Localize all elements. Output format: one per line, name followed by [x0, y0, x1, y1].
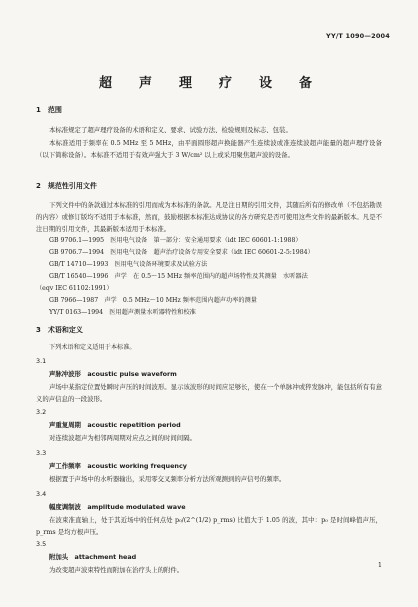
page-number: 1	[377, 561, 382, 569]
section-2-paragraph-1: 下列文件中的条款通过本标准的引用而成为本标准的条款。凡是注日期的引用文件，其随后所有的修改单（不包括勘误的内容）或修订版均不适用于本标准，然而，鼓励根据本标准达成协议的各方研究是否可使用这些文件的最新版本。凡是不注日期的引用文件，其最新版本适用于本标准。	[36, 201, 382, 233]
reference-item: GB/T 14710—1993 医用电气设备环境要求及试验方法	[49, 261, 208, 268]
section-1-heading: 1 范围	[36, 106, 62, 114]
term-title: 附加头 attachment head	[49, 553, 137, 561]
section-1-paragraph-1: 本标准规定了超声理疗设备的术语和定义、要求、试验方法、检验规则及标志、包装。	[49, 126, 292, 134]
clause-number: 3.5	[36, 540, 47, 548]
section-3-intro: 下列术语和定义适用于本标准。	[49, 344, 136, 351]
standard-number: YY/T 1090—2004	[326, 32, 390, 40]
clause-number: 3.2	[36, 408, 47, 416]
reference-item: GB 7966—1987 声学 0.5 MHz～10 MHz 频率范围内超声功率的测量	[49, 297, 257, 304]
term-definition: 声场中某指定位置处瞬时声压的时间波形。显示该波形的时间应足够长，使在一个单脉冲或猝发脉冲，能包括所有有意义的声信息的一段波形。	[36, 383, 382, 403]
reference-item: GB/T 16540—1996 声学 在 0.5～15 MHz 频率范围内的超声场特性及其测量 水听器法	[49, 273, 308, 280]
term-definition: 对连续波超声为相邻两周期对应点之间的时间间隔。	[49, 434, 196, 442]
clause-number: 3.3	[36, 449, 47, 457]
document-title: 超 声 理 疗 设 备	[98, 76, 319, 91]
reference-item: GB 9706.7—1994 医用电气设备 超声治疗设备专用安全要求（idt IEC 60601-2-5:1984）	[49, 249, 314, 256]
section-2-heading: 2 规范性引用文件	[36, 182, 97, 190]
term-definition: 在波束准直轴上，处于其近场中的任何点处 p₀/(2^(1/2) p_rms) 比值大于 1.05 的波，其中：p₀ 是时间峰值声压，p_rms 是均方根声压。	[36, 516, 382, 536]
clause-number: 3.1	[36, 357, 47, 365]
term-title: 声脉冲波形 acoustic pulse waveform	[49, 370, 177, 378]
clause-number: 3.4	[36, 490, 47, 498]
term-title: 声工作频率 acoustic working frequency	[49, 462, 187, 470]
section-3-heading: 3 术语和定义	[36, 326, 83, 334]
term-title: 幅度调制波 amplitude modulated wave	[49, 503, 186, 511]
reference-item: GB 9706.1—1995 医用电气设备 第一部分：安全通用要求（idt IEC 60601-1:1988）	[49, 237, 302, 244]
reference-item: （eqv IEC 61102:1991）	[36, 285, 113, 292]
term-definition: 根据置于声场中的水听器输出，采用零交叉频率分析方法所观测到的声信号的频率。	[49, 475, 286, 483]
term-title: 声重复周期 acoustic repetition period	[49, 421, 181, 429]
term-definition: 为改变超声波束特性而附加在治疗头上的附件。	[49, 566, 184, 574]
section-1-paragraph-2: 本标准适用于频率在 0.5 MHz 至 5 MHz，由平面圆形超声换能器产生连续波或准连续波超声能量的超声理疗设备（以下简称设备）。本标准不适用于有效声强大于 3 W/cm² 以上或采用聚焦超声波的设备。	[36, 139, 382, 159]
reference-item: YY/T 0163—1994 医用超声测量水听器特性和校准	[49, 309, 196, 316]
